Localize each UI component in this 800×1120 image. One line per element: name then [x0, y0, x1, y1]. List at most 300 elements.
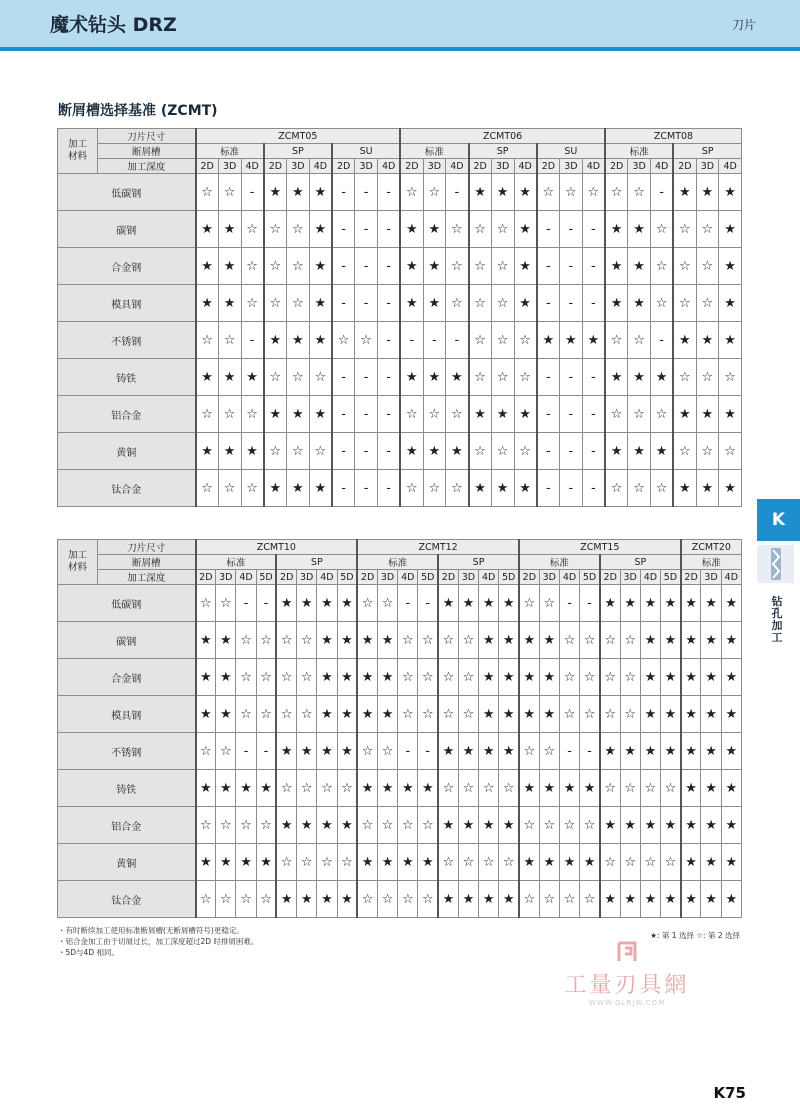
material-cell: 碳钢: [58, 211, 196, 248]
rating-cell: ☆: [297, 622, 317, 659]
rating-cell: ☆: [458, 659, 478, 696]
rating-cell: ★: [196, 770, 216, 807]
rating-cell: ★: [400, 433, 423, 470]
depth-header: 3D: [355, 159, 378, 174]
table-row: [58, 585, 742, 622]
rating-cell: ★: [651, 433, 674, 470]
rating-cell: ★: [264, 174, 287, 211]
depth-header: 4D: [651, 159, 674, 174]
rating-cell: ★: [479, 585, 499, 622]
rating-cell: ★: [357, 659, 377, 696]
depth-header: 4D: [317, 570, 337, 585]
rating-cell: ★: [276, 807, 296, 844]
rating-cell: ★: [701, 770, 721, 807]
rating-cell: ☆: [256, 622, 276, 659]
rating-cell: ★: [640, 659, 660, 696]
depth-header: 3D: [287, 159, 310, 174]
rating-cell: ★: [514, 211, 537, 248]
rating-cell: ★: [701, 881, 721, 918]
rating-cell: -: [560, 359, 583, 396]
rating-cell: ★: [560, 322, 583, 359]
rating-cell: ★: [681, 696, 701, 733]
chip-breaker-label: 断屑槽: [98, 555, 196, 570]
section-tab-k[interactable]: K: [757, 499, 800, 541]
rating-cell: ★: [309, 322, 332, 359]
table-row: [58, 322, 742, 359]
rating-cell: ☆: [276, 622, 296, 659]
rating-cell: ☆: [218, 322, 241, 359]
rating-cell: ★: [309, 248, 332, 285]
rating-cell: -: [537, 396, 560, 433]
depth-header: 3D: [218, 159, 241, 174]
rating-cell: ☆: [241, 248, 264, 285]
rating-cell: ★: [681, 622, 701, 659]
rating-cell: ☆: [620, 622, 640, 659]
rating-cell: -: [332, 396, 355, 433]
chip-breaker-header: 标准: [196, 555, 277, 570]
rating-cell: ★: [721, 770, 741, 807]
depth-header: 4D: [241, 159, 264, 174]
rating-cell: ★: [309, 174, 332, 211]
depth-header: 5D: [337, 570, 357, 585]
rating-cell: ★: [539, 770, 559, 807]
rating-cell: ☆: [458, 844, 478, 881]
rating-cell: ★: [377, 844, 397, 881]
rating-cell: -: [355, 470, 378, 507]
rating-cell: ☆: [337, 770, 357, 807]
rating-cell: ★: [357, 696, 377, 733]
rating-cell: ★: [620, 881, 640, 918]
rating-cell: -: [355, 396, 378, 433]
rating-cell: ★: [519, 659, 539, 696]
rating-cell: ☆: [696, 359, 719, 396]
material-cell: 钛合金: [58, 881, 196, 918]
rating-cell: -: [241, 322, 264, 359]
rating-cell: -: [582, 470, 605, 507]
rating-cell: ★: [580, 844, 600, 881]
rating-cell: ☆: [196, 733, 216, 770]
rating-cell: ★: [218, 211, 241, 248]
rating-cell: ★: [297, 733, 317, 770]
rating-cell: ☆: [600, 770, 620, 807]
rating-cell: ☆: [438, 770, 458, 807]
rating-cell: ☆: [309, 433, 332, 470]
rating-cell: ☆: [491, 433, 514, 470]
rating-cell: ☆: [539, 733, 559, 770]
rating-cell: ★: [514, 285, 537, 322]
rating-cell: ★: [216, 696, 236, 733]
depth-header: 2D: [400, 159, 423, 174]
rating-cell: ☆: [580, 622, 600, 659]
rating-cell: ☆: [423, 174, 446, 211]
rating-cell: ☆: [661, 844, 681, 881]
rating-cell: ★: [216, 622, 236, 659]
rating-cell: ★: [559, 844, 579, 881]
material-cell: 铝合金: [58, 396, 196, 433]
rating-cell: ★: [519, 770, 539, 807]
depth-header: 3D: [560, 159, 583, 174]
rating-cell: ☆: [514, 322, 537, 359]
rating-cell: ☆: [537, 174, 560, 211]
rating-cell: -: [332, 285, 355, 322]
rating-cell: ★: [446, 359, 469, 396]
rating-cell: ☆: [276, 770, 296, 807]
rating-cell: ★: [499, 733, 519, 770]
rating-cell: ☆: [491, 359, 514, 396]
rating-cell: ★: [661, 696, 681, 733]
rating-cell: ☆: [696, 433, 719, 470]
rating-cell: ★: [719, 174, 742, 211]
rating-cell: ☆: [696, 285, 719, 322]
rating-cell: ☆: [317, 770, 337, 807]
rating-cell: ☆: [620, 844, 640, 881]
rating-cell: -: [582, 248, 605, 285]
rating-cell: ★: [309, 470, 332, 507]
material-header: 加工材料: [58, 129, 98, 174]
depth-header: 3D: [628, 159, 651, 174]
rating-cell: ☆: [438, 622, 458, 659]
rating-cell: -: [582, 396, 605, 433]
rating-cell: ☆: [236, 659, 256, 696]
rating-cell: -: [256, 585, 276, 622]
rating-cell: ☆: [458, 770, 478, 807]
rating-cell: -: [560, 285, 583, 322]
table-row: [58, 248, 742, 285]
rating-cell: ★: [479, 622, 499, 659]
rating-cell: ★: [317, 807, 337, 844]
rating-cell: ☆: [491, 285, 514, 322]
rating-cell: ★: [418, 770, 438, 807]
rating-cell: ☆: [719, 359, 742, 396]
rating-cell: ☆: [560, 174, 583, 211]
table-row: [58, 285, 742, 322]
rating-cell: ☆: [423, 470, 446, 507]
rating-cell: ☆: [438, 844, 458, 881]
rating-cell: ★: [605, 433, 628, 470]
header-underline: [0, 47, 800, 51]
rating-cell: ★: [377, 622, 397, 659]
rating-cell: ☆: [332, 322, 355, 359]
depth-header: 5D: [580, 570, 600, 585]
depth-header: 5D: [499, 570, 519, 585]
rating-cell: ★: [458, 733, 478, 770]
rating-cell: ★: [458, 881, 478, 918]
rating-cell: ★: [479, 881, 499, 918]
chip-breaker-header: 标准: [400, 144, 468, 159]
rating-cell: ☆: [264, 248, 287, 285]
rating-cell: ★: [628, 211, 651, 248]
rating-cell: ☆: [580, 659, 600, 696]
insert-size-header: ZCMT08: [605, 129, 742, 144]
material-cell: 模具钢: [58, 285, 196, 322]
rating-cell: ☆: [519, 807, 539, 844]
rating-cell: ★: [701, 622, 721, 659]
rating-cell: ☆: [196, 585, 216, 622]
material-cell: 钛合金: [58, 470, 196, 507]
rating-cell: ★: [287, 396, 310, 433]
depth-header: 4D: [446, 159, 469, 174]
chip-breaker-header: SP: [438, 555, 519, 570]
rating-cell: ★: [438, 807, 458, 844]
rating-cell: ★: [600, 585, 620, 622]
rating-cell: ★: [491, 396, 514, 433]
rating-cell: ☆: [241, 396, 264, 433]
rating-cell: ☆: [256, 659, 276, 696]
rating-cell: ★: [514, 248, 537, 285]
rating-cell: ★: [499, 585, 519, 622]
rating-cell: ☆: [446, 396, 469, 433]
rating-cell: ★: [196, 659, 216, 696]
rating-cell: -: [355, 359, 378, 396]
rating-cell: ☆: [357, 807, 377, 844]
chip-breaker-header: SU: [537, 144, 605, 159]
rating-cell: ★: [196, 285, 219, 322]
rating-cell: ★: [681, 881, 701, 918]
rating-cell: ★: [651, 359, 674, 396]
rating-cell: ★: [337, 659, 357, 696]
rating-cell: ☆: [469, 211, 492, 248]
rating-cell: ★: [640, 585, 660, 622]
rating-cell: ☆: [469, 359, 492, 396]
rating-cell: ★: [719, 470, 742, 507]
rating-cell: ★: [337, 585, 357, 622]
rating-cell: ☆: [539, 807, 559, 844]
depth-header: 5D: [256, 570, 276, 585]
rating-cell: -: [378, 359, 401, 396]
rating-cell: ☆: [519, 881, 539, 918]
depth-header: 3D: [458, 570, 478, 585]
depth-header: 4D: [640, 570, 660, 585]
rating-cell: ★: [438, 585, 458, 622]
rating-cell: ☆: [559, 696, 579, 733]
rating-cell: -: [580, 733, 600, 770]
table-row: [58, 211, 742, 248]
rating-cell: ☆: [218, 470, 241, 507]
rating-cell: ☆: [317, 844, 337, 881]
insert-size-header: ZCMT15: [519, 540, 681, 555]
rating-cell: ★: [398, 770, 418, 807]
rating-cell: ★: [519, 622, 539, 659]
rating-cell: ☆: [241, 470, 264, 507]
rating-cell: ★: [605, 359, 628, 396]
rating-cell: ★: [337, 807, 357, 844]
rating-cell: ☆: [628, 174, 651, 211]
rating-cell: ★: [661, 881, 681, 918]
rating-cell: ☆: [673, 248, 696, 285]
rating-cell: -: [582, 433, 605, 470]
rating-cell: ★: [582, 322, 605, 359]
rating-cell: -: [537, 470, 560, 507]
rating-cell: ☆: [446, 470, 469, 507]
rating-cell: ☆: [241, 211, 264, 248]
rating-cell: ★: [398, 844, 418, 881]
rating-cell: ☆: [256, 696, 276, 733]
rating-cell: ★: [628, 433, 651, 470]
rating-cell: -: [355, 211, 378, 248]
rating-cell: ☆: [400, 396, 423, 433]
rating-cell: ★: [317, 696, 337, 733]
rating-cell: ☆: [256, 881, 276, 918]
rating-cell: ☆: [446, 211, 469, 248]
depth-header: 3D: [377, 570, 397, 585]
rating-cell: ★: [377, 770, 397, 807]
table-row: [58, 733, 742, 770]
rating-cell: ★: [701, 696, 721, 733]
rating-cell: ★: [696, 174, 719, 211]
rating-cell: ☆: [357, 881, 377, 918]
rating-cell: ★: [620, 585, 640, 622]
rating-cell: ★: [297, 585, 317, 622]
rating-cell: ☆: [236, 622, 256, 659]
rating-cell: -: [559, 733, 579, 770]
footnotes: [58, 925, 258, 958]
rating-cell: ★: [276, 881, 296, 918]
table-row: [58, 622, 742, 659]
rating-cell: ★: [216, 844, 236, 881]
rating-cell: ☆: [438, 696, 458, 733]
rating-cell: -: [651, 322, 674, 359]
table-row: [58, 881, 742, 918]
rating-cell: -: [537, 211, 560, 248]
rating-cell: ☆: [514, 359, 537, 396]
side-tab-text: 钻孔加工: [771, 595, 783, 644]
rating-cell: ☆: [673, 211, 696, 248]
rating-cell: ★: [196, 359, 219, 396]
rating-cell: ★: [701, 844, 721, 881]
rating-cell: -: [256, 733, 276, 770]
rating-cell: ★: [469, 470, 492, 507]
depth-header: 2D: [276, 570, 296, 585]
rating-cell: -: [560, 211, 583, 248]
chip-breaker-header: 标准: [605, 144, 673, 159]
rating-cell: ☆: [357, 585, 377, 622]
rating-cell: ★: [423, 359, 446, 396]
rating-cell: ☆: [418, 659, 438, 696]
depth-header: 4D: [398, 570, 418, 585]
rating-cell: -: [537, 359, 560, 396]
rating-cell: ★: [499, 659, 519, 696]
rating-cell: ★: [605, 248, 628, 285]
material-cell: 模具钢: [58, 696, 196, 733]
rating-cell: ★: [661, 807, 681, 844]
rating-cell: ★: [438, 881, 458, 918]
rating-cell: ☆: [605, 174, 628, 211]
rating-cell: ☆: [651, 248, 674, 285]
rating-cell: ★: [287, 174, 310, 211]
rating-cell: ★: [218, 359, 241, 396]
depth-header: 2D: [264, 159, 287, 174]
rating-cell: ★: [640, 696, 660, 733]
rating-cell: ☆: [620, 770, 640, 807]
rating-cell: ★: [196, 248, 219, 285]
rating-cell: ★: [337, 622, 357, 659]
rating-cell: ★: [640, 807, 660, 844]
rating-cell: ★: [537, 322, 560, 359]
rating-cell: ★: [600, 807, 620, 844]
page-title: 魔术钻头 DRZ: [50, 14, 177, 36]
depth-header: 3D: [423, 159, 446, 174]
rating-cell: -: [418, 585, 438, 622]
material-cell: 铸铁: [58, 770, 196, 807]
rating-cell: ★: [673, 322, 696, 359]
rating-cell: -: [537, 433, 560, 470]
rating-cell: ★: [479, 733, 499, 770]
insert-size-header: ZCMT12: [357, 540, 519, 555]
rating-cell: ★: [377, 696, 397, 733]
rating-cell: -: [355, 285, 378, 322]
rating-cell: ★: [377, 659, 397, 696]
rating-cell: ☆: [559, 659, 579, 696]
rating-cell: ★: [337, 881, 357, 918]
rating-cell: ☆: [216, 585, 236, 622]
rating-cell: ☆: [218, 396, 241, 433]
table-row: [58, 396, 742, 433]
rating-cell: -: [560, 470, 583, 507]
rating-cell: ☆: [357, 733, 377, 770]
insert-size-label: 刀片尺寸: [98, 129, 196, 144]
chip-breaker-header: SU: [332, 144, 400, 159]
depth-header: 5D: [418, 570, 438, 585]
rating-cell: ☆: [264, 359, 287, 396]
rating-cell: ☆: [446, 285, 469, 322]
rating-cell: ☆: [216, 881, 236, 918]
rating-cell: ★: [423, 433, 446, 470]
rating-cell: ☆: [400, 174, 423, 211]
rating-cell: ★: [317, 733, 337, 770]
rating-cell: ★: [317, 585, 337, 622]
material-cell: 碳钢: [58, 622, 196, 659]
rating-cell: ☆: [628, 322, 651, 359]
rating-cell: ☆: [196, 881, 216, 918]
rating-cell: ☆: [398, 807, 418, 844]
table-row: [58, 174, 742, 211]
rating-cell: -: [560, 433, 583, 470]
rating-cell: ☆: [651, 285, 674, 322]
rating-cell: ☆: [398, 659, 418, 696]
material-header: 加工材料: [58, 540, 98, 585]
depth-header: 3D: [216, 570, 236, 585]
rating-cell: ★: [264, 322, 287, 359]
rating-cell: ☆: [446, 248, 469, 285]
rating-cell: -: [446, 322, 469, 359]
rating-cell: ★: [276, 733, 296, 770]
depth-header: 2D: [438, 570, 458, 585]
rating-cell: -: [332, 359, 355, 396]
rating-cell: ☆: [256, 807, 276, 844]
rating-cell: ☆: [519, 585, 539, 622]
depth-header: 4D: [514, 159, 537, 174]
rating-cell: ★: [337, 733, 357, 770]
depth-header: 4D: [582, 159, 605, 174]
depth-header: 4D: [378, 159, 401, 174]
rating-cell: ☆: [297, 659, 317, 696]
rating-cell: ☆: [651, 211, 674, 248]
depth-label: 加工深度: [98, 159, 196, 174]
rating-cell: ☆: [479, 844, 499, 881]
insert-size-header: ZCMT06: [400, 129, 605, 144]
rating-cell: -: [332, 174, 355, 211]
rating-cell: ★: [418, 844, 438, 881]
rating-cell: ☆: [287, 433, 310, 470]
rating-cell: ☆: [264, 211, 287, 248]
rating-cell: ★: [309, 211, 332, 248]
rating-cell: ☆: [297, 696, 317, 733]
rating-cell: ★: [499, 807, 519, 844]
rating-cell: ☆: [377, 733, 397, 770]
rating-cell: ☆: [276, 659, 296, 696]
rating-cell: -: [355, 174, 378, 211]
depth-header: 4D: [721, 570, 741, 585]
